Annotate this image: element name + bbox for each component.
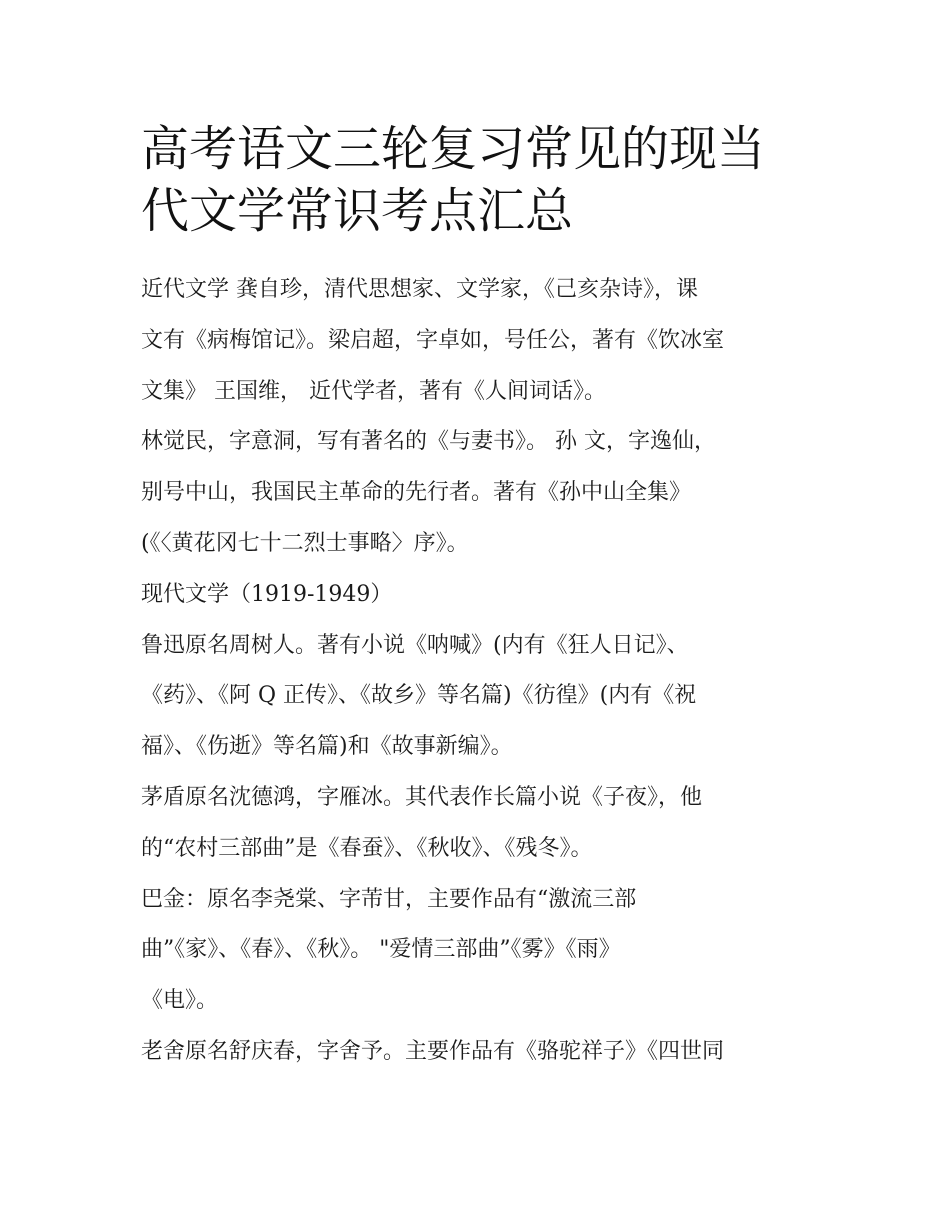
- document-body: [141, 265, 821, 1078]
- body-line: 文有《病梅馆记》。梁启超，字卓如，号任公，著有《饮冰室: [141, 327, 725, 353]
- document-title: [141, 118, 821, 242]
- body-line: 《药》、《阿 Q 正传》、《故乡》等名篇)《彷徨》(内有《祝: [141, 683, 697, 709]
- body-line: 《电》。: [141, 988, 219, 1014]
- title-line: 高考语文三轮复习常见的现当: [141, 121, 766, 177]
- body-line: 福》、《伤逝》等名篇)和《故事新编》。: [141, 734, 513, 760]
- section-heading: 现代文学（1919-1949）: [141, 581, 393, 607]
- body-line: 别号中山，我国民主革命的先行者。著有《孙中山全集》: [141, 480, 692, 506]
- title-line: 代文学常识考点汇总: [141, 183, 574, 239]
- body-line: 鲁迅原名周树人。著有小说《呐喊》(内有《狂人日记》、: [141, 632, 689, 658]
- body-line: 曲”《家》、《春》、《秋》。 "爱情三部曲”《雾》《雨》: [141, 937, 621, 963]
- body-line: 茅盾原名沈德鸿，字雁冰。其代表作长篇小说《子夜》，他: [141, 784, 703, 810]
- body-line: 的“农村三部曲”是《春蚕》、《秋收》、《残冬》。: [141, 835, 593, 861]
- body-line: 近代文学 龚自珍，清代思想家、文学家，《己亥杂诗》，课: [141, 277, 698, 302]
- body-line: 文集》 王国维， 近代学者，著有《人间词话》。: [141, 378, 606, 404]
- body-line: 林觉民，字意洞，写有著名的《与妻书》。 孙 文，字逸仙，: [141, 429, 716, 455]
- document-content: [141, 118, 821, 1078]
- body-line: 老舍原名舒庆春，字舍予。主要作品有《骆驼祥子》《四世同: [141, 1038, 725, 1064]
- body-line: 巴金：原名李尧棠、字芾甘，主要作品有“激流三部: [141, 886, 637, 912]
- body-line: (《〈黄花冈七十二烈士事略〉序》。: [141, 530, 469, 556]
